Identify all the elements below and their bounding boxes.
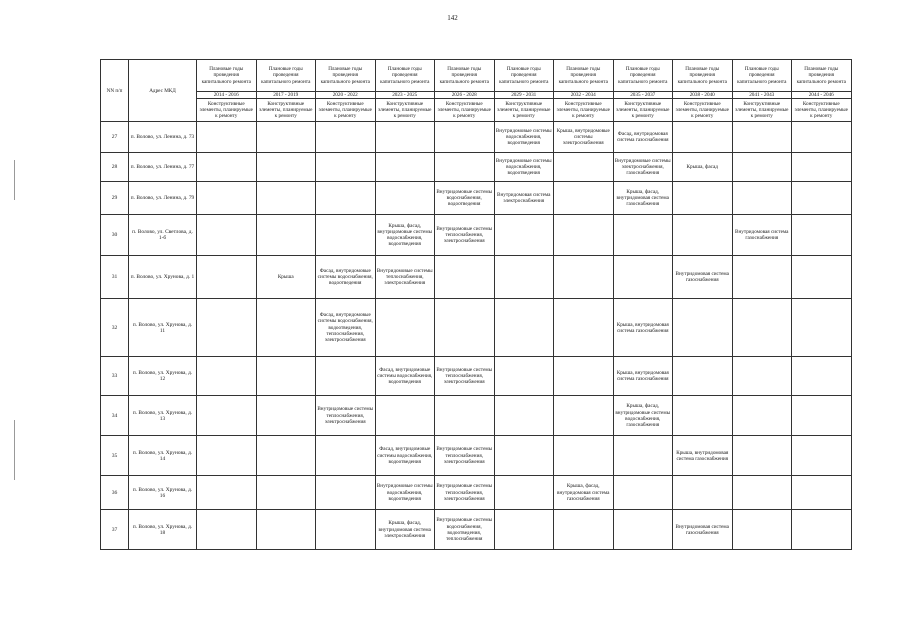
row-number: 27 [101,122,129,153]
row-number: 29 [101,182,129,215]
column-header-period: Плановые годы проведения капитального ремонта [316,60,376,92]
period-years: 2029 - 2031 [494,92,554,99]
repair-elements-cell: Внутридомовые системы теплоснабжения, электроснабжения [435,476,495,510]
column-header-elements: Конструктивные элементы, планируемые к ремонту [613,99,673,122]
table-row [101,182,852,215]
scan-artifact-line [14,160,15,200]
repair-elements-cell [554,256,614,299]
period-years: 2017 - 2019 [256,92,316,99]
repair-elements-cell [375,299,435,357]
repair-elements-cell [792,182,852,215]
repair-elements-cell [375,182,435,215]
repair-elements-cell [613,256,673,299]
repair-elements-cell [792,357,852,396]
repair-elements-cell [732,122,792,153]
repair-elements-cell [613,510,673,550]
repair-elements-cell [673,122,733,153]
repair-elements-cell [792,122,852,153]
repair-elements-cell [197,153,257,182]
period-years: 2041 - 2043 [732,92,792,99]
repair-elements-cell [732,476,792,510]
scan-artifact-line [14,420,15,480]
table-row [101,510,852,550]
repair-elements-cell [197,436,257,476]
repair-elements-cell [256,122,316,153]
repair-elements-cell [316,357,376,396]
column-header-period: Плановые годы проведения капитального ремонта [792,60,852,92]
repair-elements-cell [435,396,495,436]
repair-elements-cell [554,436,614,476]
repair-elements-cell [256,299,316,357]
row-address: п. Волово, ул. Хрунова, д. 11 [129,299,197,357]
repair-elements-cell: Внутридомовые системы водоснабжения, водоотведения, теплоснабжения [435,510,495,550]
repair-elements-cell [197,215,257,256]
row-address: п. Волово, ул. Хрунова, д. 16 [129,476,197,510]
repair-elements-cell [494,436,554,476]
repair-elements-cell: Крыша, фасад, внутридомовая система электроснабжения [375,510,435,550]
row-number: 30 [101,215,129,256]
repair-elements-cell [256,510,316,550]
repair-elements-cell [494,299,554,357]
repair-elements-cell [792,510,852,550]
repair-elements-cell [732,396,792,436]
repair-elements-cell [732,510,792,550]
column-header-period: Плановые годы проведения капитального ремонта [494,60,554,92]
repair-elements-cell [673,357,733,396]
repair-elements-cell [554,215,614,256]
repair-elements-cell [673,182,733,215]
repair-elements-cell [197,256,257,299]
repair-elements-cell: Крыша, фасад, внутридомовые системы водоснабжения, газоснабжения [613,396,673,436]
row-number: 33 [101,357,129,396]
table-row [101,122,852,153]
repair-elements-cell [316,153,376,182]
repair-elements-cell [792,215,852,256]
column-header-number: NN п/п [101,60,129,122]
row-address: п. Волово, ул. Ленина, д. 79 [129,182,197,215]
column-header-elements: Конструктивные элементы, планируемые к ремонту [732,99,792,122]
repair-elements-cell [554,396,614,436]
repair-elements-cell [732,357,792,396]
repair-elements-cell [554,357,614,396]
repair-elements-cell [732,256,792,299]
period-years: 2038 - 2040 [673,92,733,99]
period-years: 2035 - 2037 [613,92,673,99]
repair-elements-cell [375,122,435,153]
repair-elements-cell [494,256,554,299]
repair-elements-cell [375,396,435,436]
repair-elements-cell: Крыша, фасад, внутридомовая система газоснабжения [554,476,614,510]
repair-elements-cell [256,215,316,256]
row-address: п. Волово, ул. Хрунова, д. 14 [129,436,197,476]
repair-elements-cell [554,182,614,215]
column-header-elements: Конструктивные элементы, планируемые к ремонту [554,99,614,122]
row-address: п. Волово, ул. Хрунова, д. 1 [129,256,197,299]
repair-elements-cell [316,182,376,215]
row-number: 31 [101,256,129,299]
repair-elements-cell [554,299,614,357]
repair-elements-cell [613,215,673,256]
repair-elements-cell [256,182,316,215]
repair-elements-cell [494,357,554,396]
column-header-period: Плановые годы проведения капитального ремонта [673,60,733,92]
table-header [101,60,852,122]
repair-elements-cell [554,153,614,182]
repair-elements-cell: Крыша, внутридомовые системы электроснабжения [554,122,614,153]
repair-elements-cell [613,476,673,510]
repair-elements-cell [613,436,673,476]
repair-elements-cell: Внутридомовая система газоснабжения [673,510,733,550]
repair-elements-cell [792,153,852,182]
repair-elements-cell: Внутридомовая система газоснабжения [673,256,733,299]
repair-elements-cell: Фасад, внутридомовые системы водоснабжения, водоотведения [316,256,376,299]
column-header-period: Плановые годы проведения капитального ремонта [256,60,316,92]
period-years: 2014 - 2016 [197,92,257,99]
row-number: 35 [101,436,129,476]
repair-elements-cell [732,299,792,357]
repair-elements-cell [256,436,316,476]
column-header-elements: Конструктивные элементы, планируемые к ремонту [197,99,257,122]
repair-elements-cell [256,396,316,436]
table-row [101,357,852,396]
repair-elements-cell [494,510,554,550]
row-address: п. Волово, ул. Светлова, д. 1-б [129,215,197,256]
period-years: 2026 - 2028 [435,92,495,99]
repair-elements-cell: Внутридомовая система электроснабжения [494,182,554,215]
row-number: 28 [101,153,129,182]
column-header-elements: Конструктивные элементы, планируемые к ремонту [316,99,376,122]
column-header-elements: Конструктивные элементы, планируемые к ремонту [435,99,495,122]
repair-elements-cell: Внутридомовые системы теплоснабжения, электроснабжения [435,215,495,256]
row-address: п. Волово, ул. Хрунова, д. 12 [129,357,197,396]
column-header-period: Плановые годы проведения капитального ремонта [732,60,792,92]
table-row [101,256,852,299]
repair-elements-cell [256,357,316,396]
row-address: п. Волово, ул. Хрунова, д. 13 [129,396,197,436]
repair-elements-cell: Крыша [256,256,316,299]
repair-elements-cell [494,215,554,256]
repair-elements-cell [435,299,495,357]
repair-elements-cell [435,122,495,153]
repair-elements-cell [256,153,316,182]
repair-elements-cell: Фасад, внутридомовые системы водоснабжения, водоотведения [375,436,435,476]
repair-elements-cell: Крыша, внутридомовая система газоснабжения [673,436,733,476]
repair-elements-cell [197,510,257,550]
repair-elements-cell: Внутридомовые системы теплоснабжения, электроснабжения [435,357,495,396]
page-number: 142 [447,14,458,22]
table-row [101,476,852,510]
repair-elements-cell [792,396,852,436]
repair-elements-cell: Внутридомовые системы теплоснабжения, электроснабжения [375,256,435,299]
row-number: 37 [101,510,129,550]
repair-elements-cell [673,396,733,436]
repair-elements-cell: Внутридомовые системы водоснабжения, водоотведения [494,122,554,153]
period-years: 2020 - 2022 [316,92,376,99]
column-header-elements: Конструктивные элементы, планируемые к ремонту [256,99,316,122]
repair-elements-cell [316,510,376,550]
row-number: 36 [101,476,129,510]
repair-elements-cell [256,476,316,510]
repair-elements-cell: Фасад, внутридомовые системы водоснабжения, водоотведения [375,357,435,396]
repair-elements-cell: Внутридомовые системы теплоснабжения, электроснабжения [435,436,495,476]
repair-elements-cell: Внутридомовые системы водоснабжения, водоотведения [435,182,495,215]
repair-elements-cell: Крыша, внутридомовая система газоснабжения [613,299,673,357]
repair-elements-cell [792,299,852,357]
repair-elements-cell: Фасад, внутридомовая система газоснабжения [613,122,673,153]
repair-elements-cell [197,476,257,510]
row-address: п. Волово, ул. Ленина, д. 77 [129,153,197,182]
column-header-period: Плановые годы проведения капитального ремонта [197,60,257,92]
repair-elements-cell [197,357,257,396]
repair-elements-cell: Внутридомовые системы теплоснабжения, электроснабжения [316,396,376,436]
repair-elements-cell: Крыша, фасад, внутридомовые системы водоснабжения, водоотведения [375,215,435,256]
repair-elements-cell: Внутридомовые системы водоснабжения, водоотведения [494,153,554,182]
column-header-elements: Конструктивные элементы, планируемые к ремонту [792,99,852,122]
capital-repair-schedule-table [100,59,852,550]
repair-elements-cell [316,476,376,510]
repair-elements-cell [316,436,376,476]
repair-elements-cell [673,215,733,256]
repair-elements-cell [732,436,792,476]
repair-elements-cell [316,122,376,153]
row-number: 32 [101,299,129,357]
repair-elements-cell [197,396,257,436]
repair-elements-cell [197,299,257,357]
repair-elements-cell: Фасад, внутридомовые системы водоснабжения, водоотведения, теплоснабжения, электроснабжения [316,299,376,357]
repair-elements-cell [435,153,495,182]
table-body [101,122,852,550]
repair-elements-cell: Крыша, внутридомовая система газоснабжения [613,357,673,396]
repair-elements-cell: Крыша, фасад, внутридомовая система газоснабжения [613,182,673,215]
period-years: 2023 - 2025 [375,92,435,99]
repair-elements-cell [197,182,257,215]
repair-elements-cell [197,122,257,153]
repair-elements-cell [792,476,852,510]
column-header-period: Плановые годы проведения капитального ремонта [613,60,673,92]
column-header-elements: Конструктивные элементы, планируемые к ремонту [494,99,554,122]
row-address: п. Волово, ул. Ленина, д. 73 [129,122,197,153]
column-header-period: Плановые годы проведения капитального ремонта [435,60,495,92]
repair-elements-cell [732,182,792,215]
repair-elements-cell [673,476,733,510]
column-header-period: Плановые годы проведения капитального ремонта [554,60,614,92]
repair-elements-cell [554,510,614,550]
repair-elements-cell [435,256,495,299]
table-row [101,436,852,476]
column-header-elements: Конструктивные элементы, планируемые к ремонту [673,99,733,122]
repair-elements-cell [316,215,376,256]
repair-elements-cell: Крыша, фасад [673,153,733,182]
row-address: п. Волово, ул. Хрунова, д. 18 [129,510,197,550]
column-header-address: Адрес МКД [129,60,197,122]
repair-elements-cell [494,396,554,436]
repair-elements-cell [494,476,554,510]
repair-elements-cell [375,153,435,182]
table-row [101,153,852,182]
row-number: 34 [101,396,129,436]
table-row [101,215,852,256]
repair-elements-cell: Внутридомовая система газоснабжения [732,215,792,256]
repair-elements-cell: Внутридомовые системы водоснабжения, водоотведения [375,476,435,510]
repair-elements-cell [792,256,852,299]
repair-elements-cell [673,299,733,357]
column-header-period: Плановые годы проведения капитального ремонта [375,60,435,92]
period-years: 2032 - 2034 [554,92,614,99]
repair-elements-cell [732,153,792,182]
column-header-elements: Конструктивные элементы, планируемые к ремонту [375,99,435,122]
table-row [101,396,852,436]
repair-elements-cell [792,436,852,476]
table-row [101,299,852,357]
period-years: 2044 - 2046 [792,92,852,99]
repair-elements-cell: Внутридомовые системы электроснабжения, газоснабжения [613,153,673,182]
